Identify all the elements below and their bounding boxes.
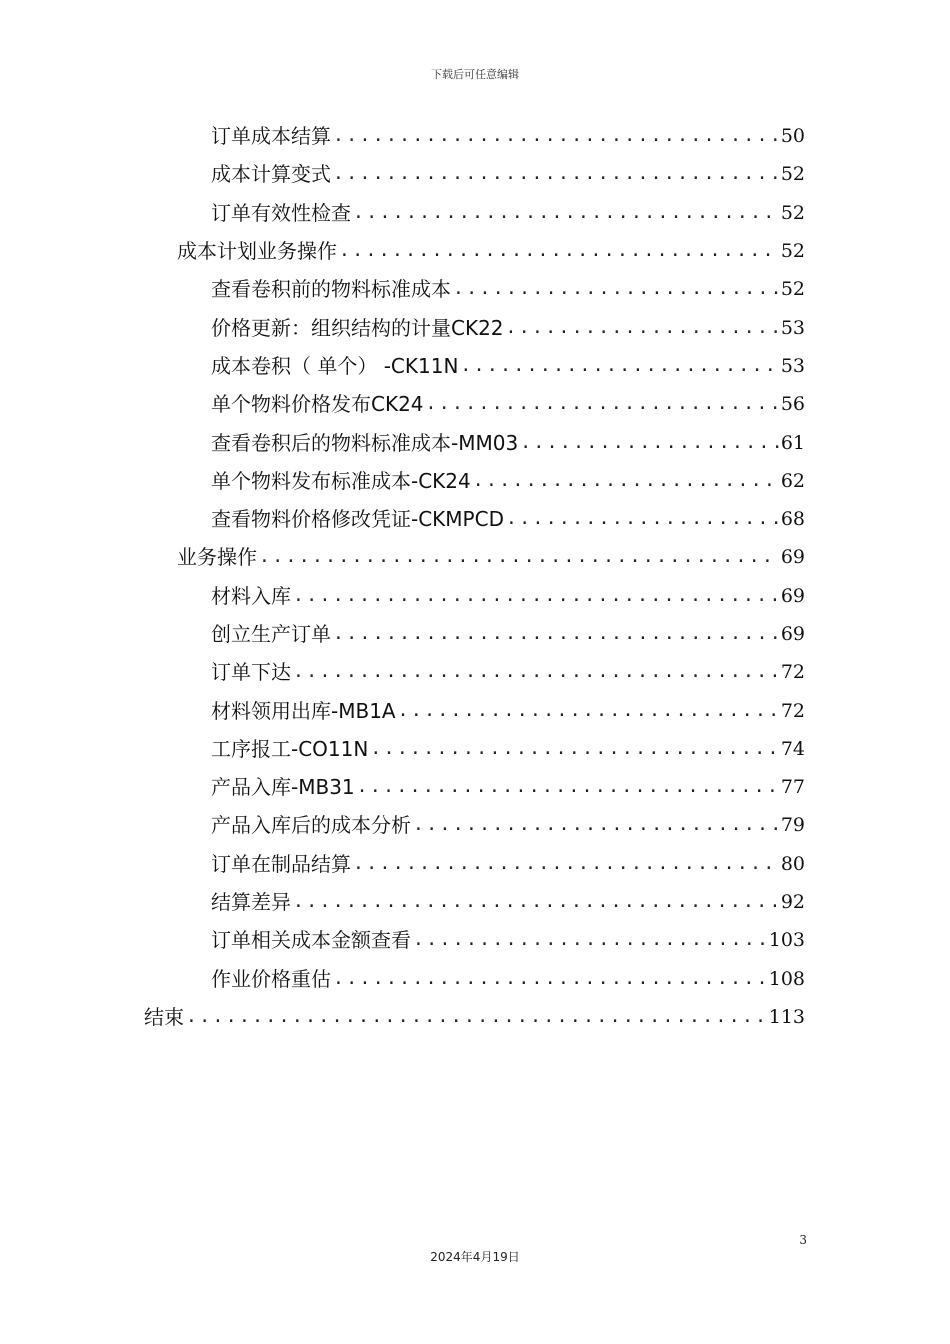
toc-leader-dots (370, 737, 778, 761)
toc-entry[interactable] (211, 768, 950, 806)
toc-entry[interactable] (177, 538, 950, 576)
toc-entry-title: 工序报工-CO11N (211, 736, 369, 761)
footer-date: 2024年4月19日 (430, 1250, 520, 1264)
toc-entry-page: 113 (768, 1005, 805, 1028)
table-of-contents (0, 117, 950, 1036)
toc-entry-title: 订单有效性检查 (211, 200, 351, 225)
toc-leader-dots (398, 699, 779, 723)
toc-entry-title: 结束 (144, 1004, 184, 1029)
toc-entry-page: 79 (780, 814, 805, 837)
toc-entry-title: 查看卷积后的物料标准成本-MM03 (211, 430, 519, 455)
toc-leader-dots (506, 507, 779, 531)
page-number: 3 (799, 1233, 807, 1247)
toc-leader-dots (186, 1005, 767, 1029)
toc-entry[interactable] (211, 117, 950, 155)
toc-entry-title: 产品入库-MB31 (211, 775, 355, 800)
toc-entry-page: 68 (780, 508, 805, 531)
toc-entry[interactable] (211, 653, 950, 691)
toc-leader-dots (460, 354, 778, 378)
toc-entry-title: 价格更新：组织结构的计量CK22 (211, 315, 504, 340)
toc-entry-page: 61 (780, 431, 805, 454)
toc-leader-dots (293, 584, 779, 608)
toc-entry-page: 52 (780, 240, 805, 263)
toc-entry-title: 材料领用出库-MB1A (211, 698, 396, 723)
toc-entry-page: 69 (780, 623, 805, 645)
toc-entry-page: 72 (780, 661, 805, 684)
toc-leader-dots (259, 545, 779, 569)
toc-entry[interactable] (211, 385, 950, 423)
toc-leader-dots (453, 277, 779, 301)
toc-entry[interactable] (211, 921, 950, 959)
toc-leader-dots (293, 890, 779, 914)
toc-entry[interactable] (177, 232, 950, 270)
toc-entry-page: 77 (780, 776, 805, 799)
toc-entry[interactable] (211, 500, 950, 538)
toc-leader-dots (357, 775, 779, 799)
toc-entry-page: 52 (780, 163, 805, 186)
toc-leader-dots (339, 239, 779, 263)
toc-entry[interactable] (211, 270, 950, 308)
toc-leader-dots (413, 928, 767, 952)
toc-entry[interactable] (211, 806, 950, 844)
toc-leader-dots (353, 201, 779, 225)
toc-entry-title: 单个物料价格发布CK24 (211, 392, 424, 417)
toc-entry[interactable] (211, 308, 950, 346)
toc-entry-page: 92 (780, 891, 805, 914)
toc-entry-title: 作业价格重估 (211, 966, 331, 991)
toc-entry-page: 53 (780, 316, 805, 339)
toc-entry-page: 69 (780, 546, 805, 569)
toc-leader-dots (333, 124, 779, 148)
toc-entry-title: 材料入库 (211, 583, 291, 608)
toc-entry[interactable] (211, 960, 950, 998)
toc-leader-dots (506, 316, 779, 340)
toc-entry-title: 业务操作 (177, 545, 257, 570)
toc-entry[interactable] (211, 615, 950, 653)
toc-entry-title: 订单相关成本金额查看 (211, 928, 411, 953)
toc-entry-title: 产品入库后的成本分析 (211, 813, 411, 838)
toc-leader-dots (333, 162, 779, 186)
toc-entry[interactable] (211, 845, 950, 883)
toc-entry[interactable] (211, 691, 950, 729)
toc-entry-page: 52 (780, 278, 805, 301)
toc-entry[interactable] (211, 462, 950, 500)
toc-leader-dots (473, 469, 779, 493)
toc-entry[interactable] (211, 883, 950, 921)
toc-entry[interactable] (211, 347, 950, 385)
page-header: 下载后可任意编辑 (431, 68, 519, 81)
toc-leader-dots (520, 431, 779, 455)
toc-entry-page: 56 (780, 393, 805, 416)
toc-entry-page: 52 (780, 201, 805, 224)
toc-entry-title: 订单下达 (211, 660, 291, 685)
toc-entry-title: 订单在制品结算 (211, 851, 351, 876)
toc-entry-page: 80 (780, 852, 805, 875)
toc-entry-page: 108 (768, 967, 805, 990)
toc-leader-dots (426, 392, 779, 416)
toc-entry[interactable] (211, 423, 950, 461)
toc-leader-dots (353, 852, 779, 876)
toc-entry-title: 结算差异 (211, 890, 291, 915)
toc-entry-page: 50 (780, 125, 805, 148)
toc-leader-dots (333, 622, 779, 646)
toc-entry-title: 成本计划业务操作 (177, 239, 337, 264)
toc-entry-page: 103 (768, 929, 805, 952)
toc-entry-page: 69 (780, 584, 805, 607)
toc-entry-title: 订单成本结算 (211, 124, 331, 149)
toc-entry[interactable] (211, 155, 950, 193)
toc-entry-page: 53 (780, 354, 805, 377)
toc-entry[interactable] (211, 194, 950, 232)
toc-entry-page: 62 (780, 469, 805, 492)
toc-entry-title: 单个物料发布标准成本-CK24 (211, 468, 471, 493)
toc-entry-title: 创立生产订单 (211, 622, 331, 646)
toc-entry-title: 查看卷积前的物料标准成本 (211, 277, 451, 302)
toc-entry-title: 成本卷积（ 单个） -CK11N (211, 353, 459, 378)
toc-leader-dots (333, 967, 767, 991)
toc-entry-page: 72 (780, 699, 805, 722)
toc-entry-title: 成本计算变式 (211, 162, 331, 187)
toc-leader-dots (413, 813, 779, 837)
toc-entry[interactable] (211, 730, 950, 768)
toc-entry-title: 查看物料价格修改凭证-CKMPCD (211, 507, 504, 532)
toc-entry-page: 74 (780, 737, 805, 760)
toc-entry[interactable] (211, 577, 950, 615)
toc-entry[interactable] (144, 998, 950, 1036)
toc-leader-dots (293, 660, 779, 684)
